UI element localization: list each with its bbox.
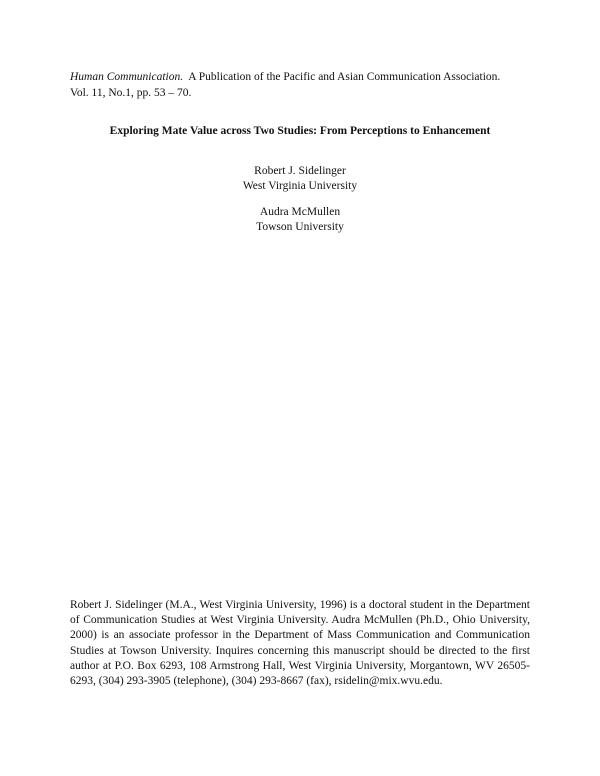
publication-header bbox=[70, 69, 540, 101]
journal-name: Human Communication. bbox=[70, 71, 184, 83]
author-note: Robert J. Sidelinger (M.A., West Virginia University, 1996) is a doctoral student in the Department of Communication Studies at West Virginia University. Audra McMullen (Ph.D., Ohio University, 2000) is an associate professor in the Department of Mass Communication and Communication Studies at Towson University. Inquires concerning this manuscript should be directed to the first author at P.O. Box 6293, 108 Armstrong Hall, West Virginia University, Morgantown, WV 26505-6293, (304) 293-3905 (telephone), (304) 293-8667 (fax), rsidelin@mix.wvu.edu. bbox=[70, 599, 530, 688]
author-name: Audra McMullen bbox=[259, 206, 341, 218]
author-name: Robert J. Sidelinger bbox=[254, 165, 346, 177]
publication-description: A Publication of the Pacific and Asian Communication Association. bbox=[188, 71, 501, 83]
author-affiliation: Towson University bbox=[256, 221, 344, 233]
paper-title: Exploring Mate Value across Two Studies: From Perceptions to Enhancement bbox=[109, 125, 491, 137]
volume-info: Vol. 11, No.1, pp. 53 – 70. bbox=[70, 87, 192, 99]
author-block-1 bbox=[0, 164, 600, 194]
author-affiliation: West Virginia University bbox=[242, 180, 358, 192]
author-block-2 bbox=[0, 205, 600, 235]
publication-line bbox=[70, 69, 540, 85]
